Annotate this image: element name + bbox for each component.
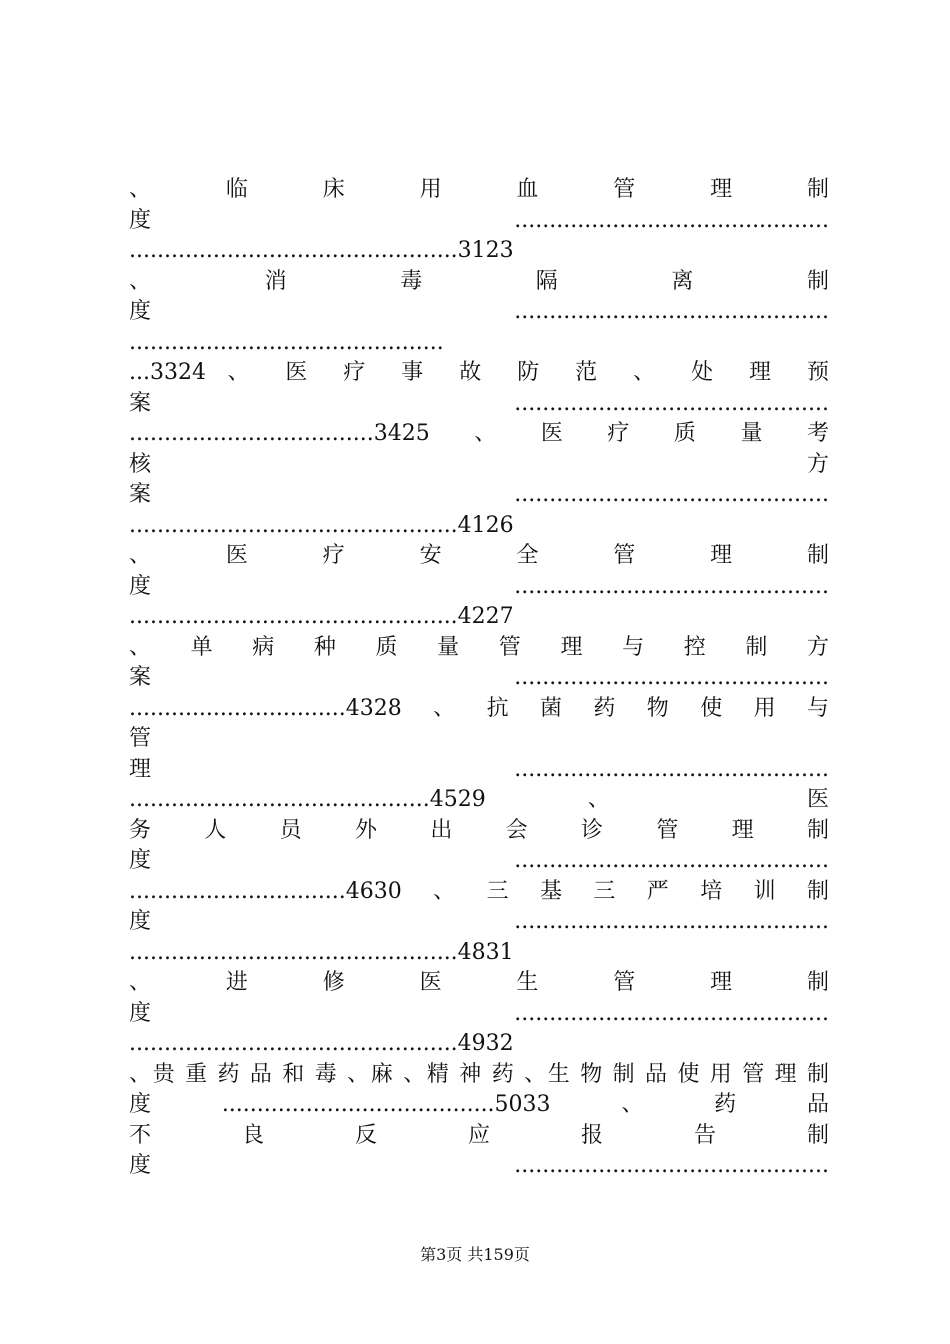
toc-line: 核 方 [129,451,829,477]
toc-line: ...................................3425、医疗质量考 [129,421,829,446]
toc-line: ...............................4328、抗菌药物使用与 [129,695,829,721]
toc-line: ............................................. [129,329,444,355]
toc-line: 度............................................. [129,299,829,324]
toc-line: 案............................................. [129,482,829,507]
toc-line: 度............................................. [129,1000,829,1026]
toc-line: 、 临 床 用 血 管 理 制 [129,177,829,202]
toc-line: 务 人 员 外 出 会 诊 管 理 制 [129,817,829,843]
toc-line: 度............................................. [129,573,829,599]
toc-line: 度............................................. [129,1153,829,1178]
toc-line: 、 进 修 医 生 管 理 制 [129,970,829,995]
toc-line: 管 [129,726,152,751]
toc-line: 度............................................. [129,848,829,873]
toc-line: 度.......................................5033、药品 [129,1092,829,1117]
toc-line: ...............................................4227 [129,604,514,629]
toc-line: 案............................................. [129,390,829,416]
toc-line: 、 医 疗 安 全 管 理 制 [129,543,829,568]
toc-line: ...........................................4529 、 医 [129,787,829,812]
toc-line: 案............................................. [129,665,829,690]
toc-line: ...............................................4932 [129,1031,514,1056]
toc-line: 不 良 反 应 报 告 制 [129,1122,829,1148]
toc-line: ...............................4630、三基三严培训制 [129,878,829,904]
toc-line: ...............................................4831 [129,939,514,965]
toc-line: 、贵 重 药 品 和 毒 、麻 、精 神 药 、生 物 制 品 使 用 管 理 制 [129,1061,829,1087]
toc-line: 理............................................. [129,756,829,782]
toc-line: 、 单 病 种 质 量 管 理 与 控 制 方 [129,634,829,660]
toc-line: ...............................................3123 [129,238,514,263]
toc-line: ...............................................4126 [129,512,514,538]
toc-line: ...3324 、 医 疗 事 故 防 范 、 处 理 预 [129,360,829,385]
toc-line: 度............................................. [129,909,829,934]
toc-line: 、 消 毒 隔 离 制 [129,268,829,294]
toc-content [129,175,829,1182]
toc-line: 度............................................. [129,207,829,233]
page-footer: 第3页 共159页 [420,1245,530,1264]
